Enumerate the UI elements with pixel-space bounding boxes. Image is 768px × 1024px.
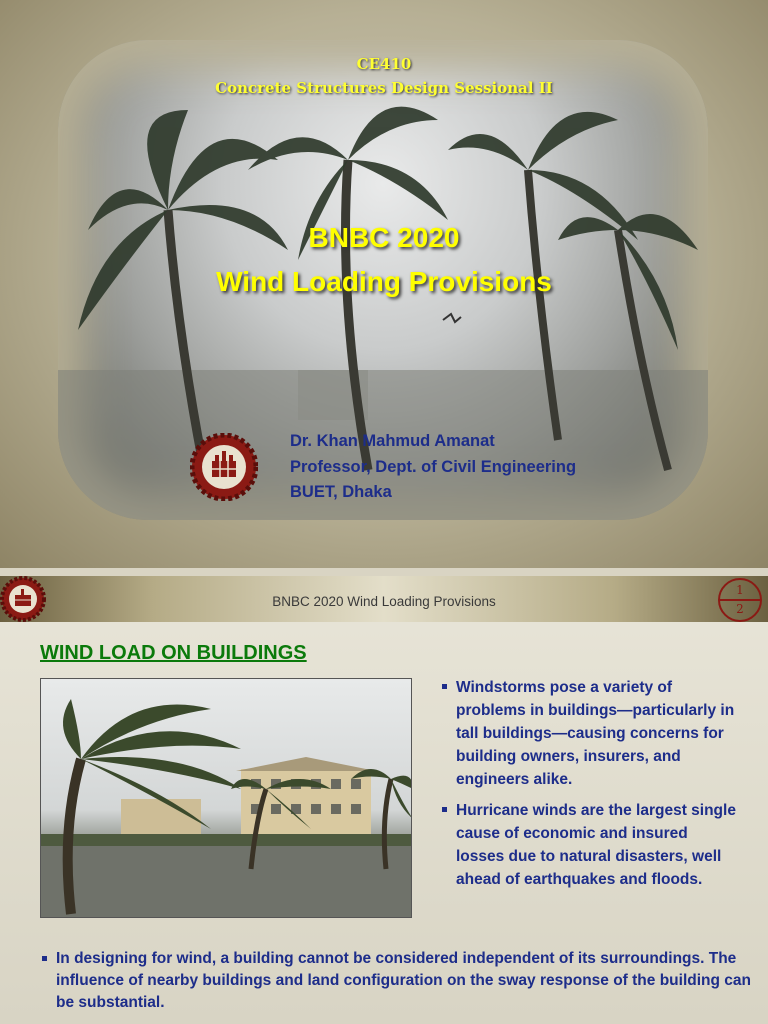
right-bullet-list [440,676,740,899]
slide-title-line1: BNBC 2020 [308,222,460,253]
author-name: Dr. Khan Mahmud Amanat [290,432,495,450]
course-code: CE410 [356,55,412,73]
fraction-bar [720,599,760,601]
author-position: Professor, Dept. of Civil Engineering [290,458,577,476]
slide-header [0,576,768,622]
buet-logo-icon [190,433,258,501]
course-name: Concrete Structures Design Sessional II [215,79,553,97]
bullet-item: In designing for wind, a building cannot be considered independent of its surroundings. The influence of nearby buildings and land configuration on the sway response of the building can be substantial. [40,948,760,1014]
hurricane-palm-photo [40,678,412,918]
bottom-bullet-list [40,948,760,1022]
page-number-badge [718,578,762,622]
header-title: BNBC 2020 Wind Loading Provisions [272,594,496,609]
bullet-item: Hurricane winds are the largest single cause of economic and insured losses due to natural disasters, well ahead of earthquakes and floods. [440,799,740,891]
section-heading: WIND LOAD ON BUILDINGS [40,642,307,664]
content-slide [0,576,768,1024]
page-denominator: 2 [736,602,744,616]
slide-title-line2: Wind Loading Provisions [216,266,552,297]
page-numerator: 1 [736,583,744,597]
author-affiliation: BUET, Dhaka [290,483,392,501]
bullet-item: Windstorms pose a variety of problems in buildings—particularly in tall buildings—causing concerns for building owners, insurers, and engineers alike. [440,676,740,791]
